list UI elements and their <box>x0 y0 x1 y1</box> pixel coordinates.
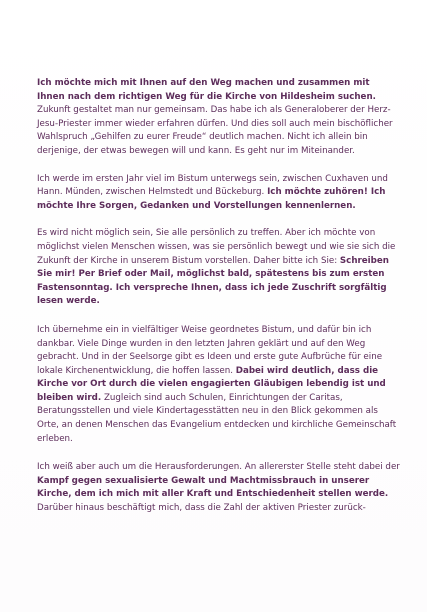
paragraph-4-text-b: Zugleich sind auch Schulen, Einrichtungen der Caritas, Beratungsstellen und viele Kindertagesstätten neu in den Blick gekommen als Orte, an denen Menschen das Evangelium entdecken und kirchliche Gemeinschaft erleben. <box>37 392 397 444</box>
paragraph-1 <box>37 77 400 159</box>
paragraph-4 <box>37 324 400 446</box>
letter-body <box>37 77 400 531</box>
paragraph-5-text-a: Ich weiß aber auch um die Herausforderungen. An allererster Stelle steht dabei der <box>37 462 400 473</box>
paragraph-2-text: Ich werde im ersten Jahr viel im Bistum unterwegs sein, zwischen Cuxhaven und Hann. Münden, zwischen Helmstedt und Bückeburg. <box>37 173 388 198</box>
paragraph-3 <box>37 227 400 309</box>
paragraph-3-text: Es wird nicht möglich sein, Sie alle persönlich zu treffen. Aber ich möchte von möglichst vielen Menschen wissen, was sie persönlich bewegt und wie sie sich die Zukunft der Kirche in unserem Bistum vorstellen. Daher bitte ich Sie: <box>37 228 396 266</box>
paragraph-1-text: Zukunft gestaltet man nur gemeinsam. Das habe ich als Generaloberer der Herz-Jesu-Priester immer wieder erfahren dürfen. Und dies soll auch mein bischöflicher Wahlspruch „Gehilfen zu eurer Freude“ deutlich machen. Nicht ich allein bin derjenige, der etwas bewegen will und kann. Es geht nur im Miteinander. <box>37 105 393 156</box>
paragraph-5 <box>37 461 400 515</box>
paragraph-4-text-a: Ich übernehme ein in vielfältiger Weise geordnetes Bistum, und dafür bin ich dankbar. Viele Dinge wurden in den letzten Jahren geklärt und auf den Weg gebracht. Und in der Seelsorge gibt es Ideen und erste gute Aufbrüche für eine lokale Kirchenentwicklung, die hoffen lassen. <box>37 324 383 376</box>
paragraph-2 <box>37 173 400 214</box>
paragraph-4-bold: Dabei wird deutlich, dass die Kirche vor Ort durch die vielen engagierten Gläubigen lebendig ist und bleiben wird. <box>37 365 386 403</box>
paragraph-2-bold: Ich möchte zuhören! Ich möchte Ihre Sorgen, Gedanken und Vorstellungen kennenlernen. <box>37 187 386 211</box>
paragraph-5-text-b: Darüber hinaus beschäftigt mich, dass die Zahl der aktiven Priester zurück- <box>37 503 366 514</box>
paragraph-1-bold-intro: Ich möchte mich mit Ihnen auf den Weg machen und zusammen mit Ihnen nach dem richtigen Weg für die Kirche von Hildesheim suchen. <box>37 78 376 102</box>
paragraph-5-bold: Kampf gegen sexualisierte Gewalt und Machtmissbrauch in unserer Kirche, dem ich mich mit aller Kraft und Entschiedenheit stellen werde. <box>37 475 389 500</box>
paragraph-3-bold: Schreiben Sie mir! Per Brief oder Mail, möglichst bald, spätestens bis zum ersten Fastensonntag. Ich verspreche Ihnen, dass ich jede Zuschrift sorgfältig lesen werde. <box>37 255 389 307</box>
